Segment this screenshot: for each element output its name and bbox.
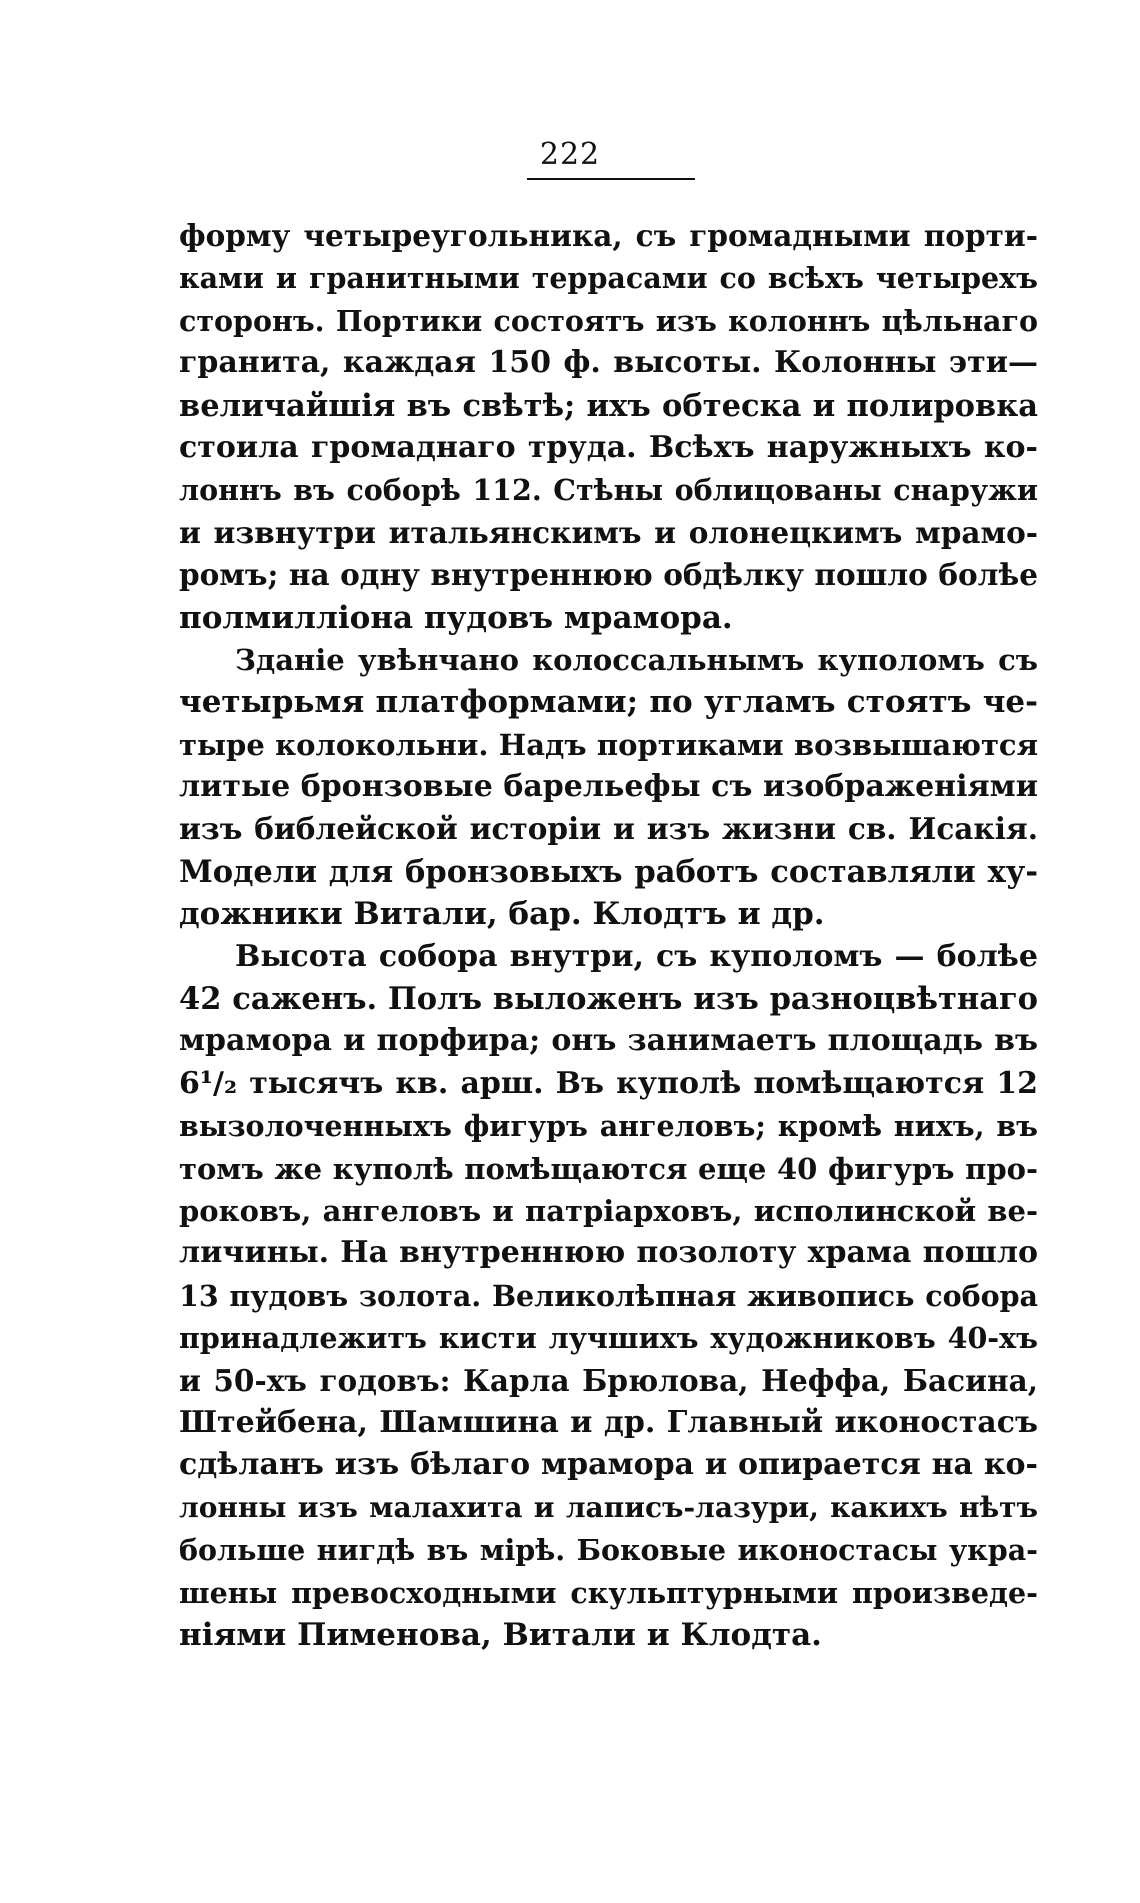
page-number-rule	[527, 178, 695, 180]
text-line: шены превосходными скульптурными произведе-	[179, 1575, 1038, 1610]
text-line: мрамора и порфира; онъ занимаетъ площадь въ	[179, 1023, 1038, 1059]
text-line: принадлежитъ кисти лучшихъ художниковъ 40-хъ	[179, 1321, 1038, 1356]
text-line: лонны изъ малахита и лаписъ-лазури, какихъ нѣтъ	[179, 1490, 1038, 1524]
text-line: больше нигдѣ въ мірѣ. Боковые иконостасы укра-	[179, 1533, 1038, 1568]
text-line: гранита, каждая 150 ф. высоты. Колонны эти—	[179, 345, 1038, 381]
text-line: ромъ; на одну внутреннюю обдѣлку пошло болѣе	[179, 557, 1038, 593]
text-line: и 50-хъ годовъ: Карла Брюлова, Неффа, Басина,	[179, 1362, 1038, 1398]
text-line: Зданіе увѣнчано колоссальнымъ куполомъ съ	[235, 642, 1038, 677]
text-line: ніями Пименова, Витали и Клодта.	[179, 1616, 822, 1653]
body-text	[179, 215, 1038, 1656]
text-line: и извнутри итальянскимъ и олонецкимъ мрамо-	[179, 514, 1038, 550]
text-line: литые бронзовые барельефы съ изображеніями	[179, 769, 1038, 805]
text-line: роковъ, ангеловъ и патріарховъ, исполинской ве-	[179, 1193, 1038, 1228]
text-line: форму четыреугольника, съ громадными порти-	[179, 218, 1038, 253]
text-line: Модели для бронзовыхъ работъ составляли ху-	[179, 853, 1038, 890]
text-line: величайшія въ свѣтѣ; ихъ обтеска и полировка	[179, 387, 1038, 424]
text-line: вызолоченныхъ фигуръ ангеловъ; кромѣ нихъ, въ	[179, 1109, 1038, 1144]
text-line: личины. На внутреннюю позолоту храма пошло	[179, 1235, 1038, 1271]
text-line: тыре колокольни. Надъ портиками возвышаются	[179, 727, 1038, 762]
text-line: стоила громаднаго труда. Всѣхъ наружныхъ ко-	[179, 429, 1038, 465]
text-line: дожники Витали, бар. Клодтъ и др.	[179, 896, 825, 933]
text-line: сдѣланъ изъ бѣлаго мрамора и опирается на ко-	[179, 1447, 1038, 1483]
text-line: изъ библейской исторіи и изъ жизни св. Исакія.	[179, 811, 1038, 847]
text-line: Штейбена, Шамшина и др. Главный иконостасъ	[179, 1404, 1038, 1440]
text-line: томъ же куполѣ помѣщаются еще 40 фигуръ про-	[179, 1151, 1038, 1186]
text-line: лоннъ въ соборѣ 112. Стѣны облицованы снаружи	[179, 473, 1038, 508]
text-line: полмилліона пудовъ мрамора.	[179, 599, 733, 636]
text-line: 6¹/₂ тысячъ кв. арш. Въ куполѣ помѣщаются 12	[179, 1065, 1038, 1101]
text-line: сторонъ. Портики состоятъ изъ колоннъ цѣльнаго	[179, 303, 1038, 338]
text-line: 42 саженъ. Полъ выложенъ изъ разноцвѣтнаго	[179, 981, 1038, 1018]
page-number: 222	[539, 137, 601, 172]
text-line: четырьмя платформами; по угламъ стоятъ че-	[179, 684, 1038, 721]
text-line: 13 пудовъ золота. Великолѣпная живопись собора	[179, 1278, 1038, 1313]
text-line: Высота собора внутри, съ куполомъ — болѣе	[235, 938, 1038, 974]
text-line: ками и гранитными террасами со всѣхъ четырехъ	[179, 261, 1038, 296]
